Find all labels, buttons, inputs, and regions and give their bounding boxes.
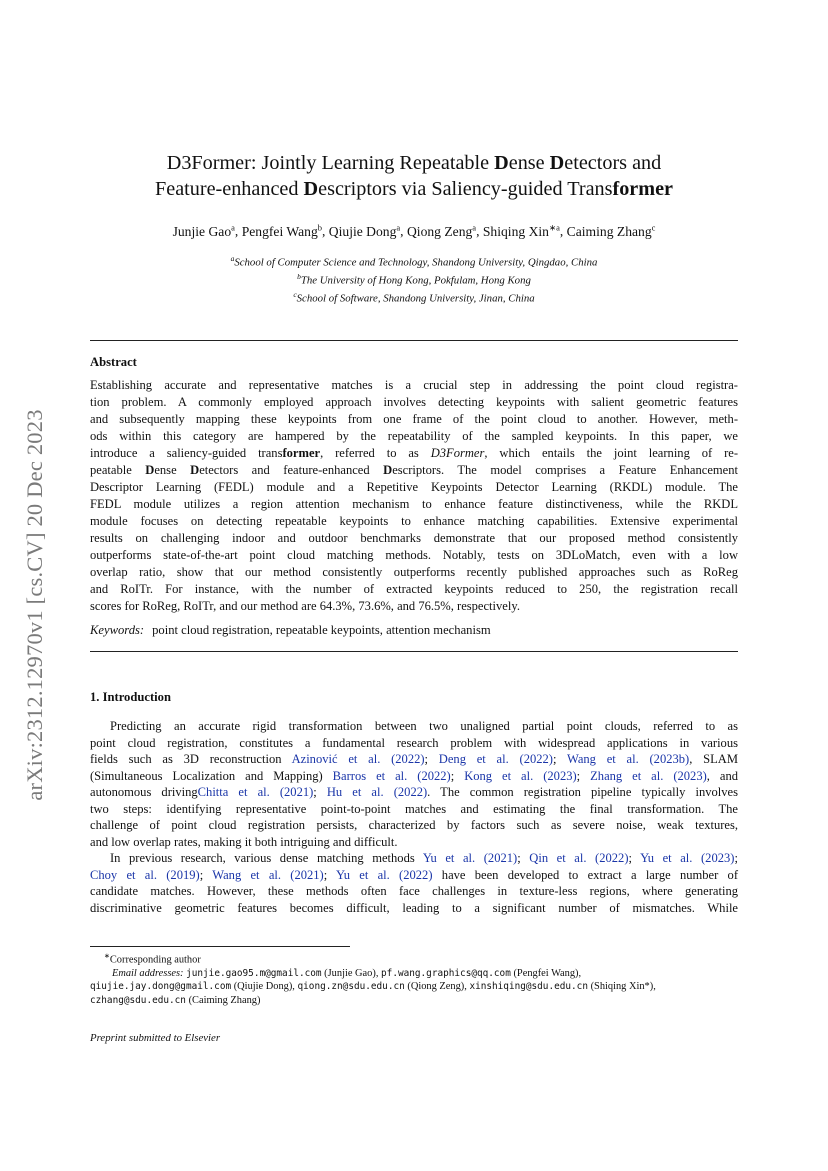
citation-link[interactable]: Deng et al. (2022) xyxy=(438,752,553,767)
affiliation xyxy=(90,252,738,270)
email-link[interactable]: qiujie.jay.dong@gmail.com xyxy=(90,981,232,993)
paragraph-line xyxy=(90,735,738,752)
author-name: Qiong Zeng xyxy=(406,223,473,239)
author-affil-mark: ∗a xyxy=(548,222,560,232)
keywords xyxy=(90,623,491,638)
paragraph-line xyxy=(90,718,738,735)
affiliation xyxy=(90,270,738,288)
text-run: In previous research, various dense matching methods xyxy=(110,851,423,866)
email-link[interactable]: xinshiqing@sdu.edu.cn xyxy=(469,981,588,993)
abstract-line: outperforms state-of-the-art point cloud matching methods. Notably, tests on 3DLoMatch, even with a low xyxy=(90,548,738,562)
text-run: have been developed to extract a large number of xyxy=(432,867,738,882)
arxiv-stamp-text: arXiv:2312.12970v1 [cs.CV] 20 Dec 2023 xyxy=(22,409,47,801)
email-link[interactable]: junjie.gao95.m@gmail.com xyxy=(186,967,322,979)
author xyxy=(483,224,560,239)
paragraph-line xyxy=(90,850,738,867)
citation-link[interactable]: Yu et al. (2021) xyxy=(422,851,518,866)
abstract-line: tion problem. A commonly employed approach involves detecting keypoints with salient geometric features xyxy=(90,395,738,409)
paragraph-line xyxy=(90,768,738,785)
author xyxy=(329,224,400,239)
affiliation-text: School of Software, Shandong University, Jinan, China xyxy=(296,292,535,305)
paragraph-line xyxy=(90,883,738,900)
affiliation-text: School of Computer Science and Technology, Shandong University, Qingdao, China xyxy=(234,256,598,269)
citation-link[interactable]: Choy et al. (2019) xyxy=(90,867,200,882)
abstract-line: and subsequently mapping these keypoints from one frame of the point cloud to another. However, meth- xyxy=(90,412,738,426)
abstract-line: module focuses on detecting repeatable keypoints to enhance matching capabilities. Extensive experimental xyxy=(90,514,738,528)
email-link[interactable]: pf.wang.graphics@qq.com xyxy=(381,967,511,979)
author-affil-mark: a xyxy=(472,222,477,232)
paragraph-line xyxy=(90,751,738,768)
author xyxy=(173,224,235,239)
text-run: , and xyxy=(706,768,739,783)
citation-link[interactable]: Kong et al. (2023) xyxy=(464,768,577,783)
affiliation xyxy=(90,288,738,306)
author-affil-mark: a xyxy=(231,222,235,232)
text-run: ; xyxy=(199,867,213,882)
citation-link[interactable]: Zhang et al. (2023) xyxy=(590,768,707,783)
keywords-text: point cloud registration, repeatable keypoints, attention mechanism xyxy=(152,623,491,637)
paper-title xyxy=(90,150,738,202)
author-name: Caiming Zhang xyxy=(566,223,652,239)
abstract-top-rule xyxy=(90,340,738,341)
abstract-line: results on challenging indoor and outdoor benchmarks demonstrate that our proposed method consistently xyxy=(90,531,738,545)
affiliation-list xyxy=(90,252,738,305)
paragraph-line xyxy=(90,801,738,818)
affiliation-mark: b xyxy=(297,271,301,281)
citation-link[interactable]: Hu et al. (2022) xyxy=(326,785,428,800)
text-run: ; xyxy=(450,768,465,783)
author-affil-mark: a xyxy=(396,222,401,232)
abstract-line: FEDL module utilizes a region attention mechanism to enhance feature distinctiveness, while the RKDL xyxy=(90,497,738,511)
abstract-heading: Abstract xyxy=(90,355,137,369)
affiliation-mark: a xyxy=(230,254,235,263)
keywords-label: Keywords: xyxy=(90,623,145,637)
affiliation-mark: c xyxy=(293,289,297,299)
abstract-line: Establishing accurate and representative matches is a crucial step in addressing the point cloud registra- xyxy=(90,378,738,392)
abstract-line: overlap ratio, show that our method consistently outperforms recently published approaches such as RoReg xyxy=(90,565,738,579)
citation-link[interactable]: Azinović et al. (2022) xyxy=(291,752,425,767)
author-name: Shiqing Xin xyxy=(482,223,549,239)
text-run: . The common registration pipeline typically involves xyxy=(427,785,738,800)
citation-link[interactable]: Wang et al. (2021) xyxy=(212,867,324,882)
footnote-emails-line-1: Email addresses: junjie.gao95.m@gmail.com (Junjie Gao), pf.wang.graphics@qq.com (Pengfei Wang), xyxy=(112,967,582,979)
abstract-line: ods within this category are hampered by the repeatability of the sampled keypoints. In this paper, we xyxy=(90,429,738,443)
author-name: Qiujie Dong xyxy=(328,223,397,239)
footnote-emails-line-2: qiujie.jay.dong@gmail.com (Qiujie Dong), qiong.zn@sdu.edu.cn (Qiong Zeng), xinshiqing@sdu.edu.cn (Shiqing Xin*), xyxy=(90,981,656,993)
citation-link[interactable]: Barros et al. (2022) xyxy=(332,768,451,783)
text-run: ; xyxy=(552,752,567,767)
title-line-1: D3Former: Jointly Learning Repeatable Dense Detectors and xyxy=(166,152,662,174)
abstract-bottom-rule xyxy=(90,651,738,652)
text-run: point cloud registration, constitutes a fundamental research problem with widespread applications in various xyxy=(90,735,738,750)
text-run: , SLAM xyxy=(689,752,738,767)
email-link[interactable]: czhang@sdu.edu.cn xyxy=(90,994,186,1006)
text-run: discriminative geometric features becomes difficult, leading to a significant number of mismatches. While xyxy=(90,901,738,916)
footnote-corresponding: ∗Corresponding author xyxy=(104,952,201,966)
affiliation-text: The University of Hong Kong, Pokfulam, Hong Kong xyxy=(300,274,531,287)
abstract-line: Descriptor Learning (FEDL) module and a Repetitive Keypoints Detector Learning (RKDL) module. The xyxy=(90,480,738,494)
citation-link[interactable]: Chitta et al. (2021) xyxy=(197,785,314,800)
arxiv-stamp xyxy=(18,360,52,850)
paragraph-line xyxy=(90,834,738,851)
preprint-note: Preprint submitted to Elsevier xyxy=(90,1032,221,1044)
author xyxy=(567,224,656,239)
citation-link[interactable]: Qin et al. (2022) xyxy=(529,851,629,866)
text-run: ; xyxy=(323,867,337,882)
text-run: candidate matches. However, these methods often face challenges in texture-less regions, where generating xyxy=(90,884,738,899)
footnotes xyxy=(90,950,738,1007)
author-list: Junjie Gao$^a$, Pengfei Wang$^b$, Qiujie Dong$^a$, Qiong Zeng$^a$, Shiqing Xin$^{∗a}$, Caiming Zhang$^c$ xyxy=(172,222,656,239)
paragraph-line xyxy=(90,817,738,834)
author-name: Junjie Gao xyxy=(172,223,232,239)
text-run: and low overlap rates, making it both intriguing and difficult. xyxy=(90,834,398,849)
abstract-line: peatable Dense Detectors and feature-enhanced Descriptors. The model comprises a Feature Enhancement xyxy=(90,463,738,477)
text-run: ; xyxy=(734,851,738,866)
introduction-body xyxy=(90,718,738,917)
citation-link[interactable]: Yu et al. (2022) xyxy=(336,867,433,882)
text-run: ; xyxy=(424,752,439,767)
citation-link[interactable]: Wang et al. (2023b) xyxy=(567,752,690,767)
paragraph-line xyxy=(90,900,738,917)
footnote-rule xyxy=(90,946,350,947)
text-run: ; xyxy=(517,851,530,866)
abstract-line: introduce a saliency-guided transformer, referred to as D3Former, which entails the joint learning of re- xyxy=(90,446,739,460)
section-heading: 1. Introduction xyxy=(90,690,171,704)
text-run: autonomous driving xyxy=(90,785,198,800)
text-run: challenge of point cloud registration persists, characterized by factors such as severe noise, weak textures, xyxy=(90,818,738,833)
text-run: two steps: identifying representative point-to-point matches and estimating the final transformation. The xyxy=(90,801,738,816)
title-line-2: Feature-enhanced Descriptors via Saliency-guided Transformer xyxy=(155,178,673,200)
author xyxy=(407,224,476,239)
text-run: (Simultaneous Localization and Mapping) xyxy=(90,768,333,783)
text-run: fields such as 3D reconstruction xyxy=(90,752,292,767)
author xyxy=(242,224,322,239)
text-run: Predicting an accurate rigid transformation between two unaligned partial point clouds, referred to as xyxy=(110,719,738,733)
abstract-body xyxy=(90,377,738,615)
abstract-line: scores for RoReg, RoITr, and our method are 64.3%, 73.6%, and 76.5%, respectively. xyxy=(90,599,520,613)
author-affil-mark: b xyxy=(317,222,322,232)
footnote-emails-line-3: czhang@sdu.edu.cn (Caiming Zhang) xyxy=(90,994,261,1006)
paragraph-line xyxy=(90,867,738,884)
text-run: ; xyxy=(576,768,591,783)
paragraph-line xyxy=(90,784,738,801)
citation-link[interactable]: Yu et al. (2023) xyxy=(640,851,735,866)
abstract-line: and RoITr. For instance, with the number of extracted keypoints reduced to 250, the registration recall xyxy=(90,582,738,596)
email-link[interactable]: qiong.zn@sdu.edu.cn xyxy=(297,981,405,993)
text-run: ; xyxy=(313,785,327,800)
author-name: Pengfei Wang xyxy=(241,223,318,239)
text-run: ; xyxy=(628,851,641,866)
author-affil-mark: c xyxy=(651,222,656,232)
